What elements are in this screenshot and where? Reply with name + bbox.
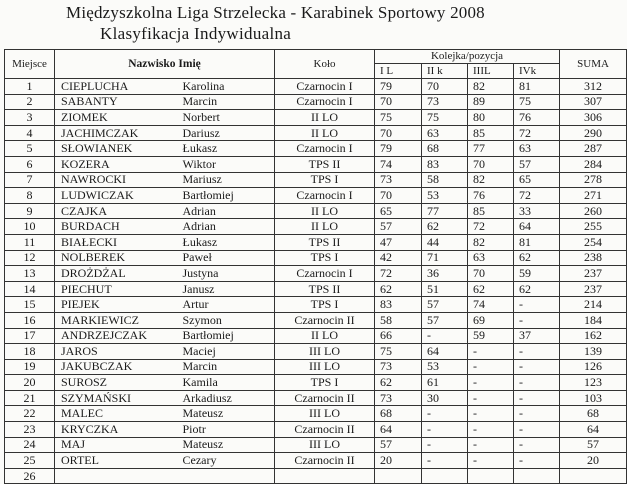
table-row [5,406,627,422]
cell-round-3: 76 [468,188,514,204]
cell-club: Czarnocin I [275,141,375,157]
cell-surname: CIEPLUCHA [55,79,165,95]
cell-club: Czarnocin I [275,266,375,282]
cell-round-2: 58 [422,172,468,188]
cell-round-3: 80 [468,110,514,126]
document-title: Międzyszkolna Liga Strzelecka - Karabinek Sportowy 2008 [66,3,485,22]
cell-club: III LO [275,437,375,453]
cell-round-1: 64 [375,422,422,438]
cell-first-name: Cezary [165,453,275,469]
cell-club: II LO [275,219,375,235]
cell-first-name: Kamila [165,375,275,391]
cell-club: Czarnocin I [275,188,375,204]
cell-first-name: Norbert [165,110,275,126]
table-row [5,344,627,360]
cell-club: III LO [275,359,375,375]
cell-first-name: Arkadiusz [165,390,275,406]
cell-club: Czarnocin II [275,312,375,328]
cell-round-1: 57 [375,219,422,235]
cell-first-name: Janusz [165,281,275,297]
table-row [5,94,627,110]
cell-surname: SZYMAŃSKI [55,390,165,406]
cell-round-3: 70 [468,266,514,282]
cell-place: 24 [5,437,55,453]
cell-sum: 123 [560,375,627,391]
cell-round-4: - [514,297,560,313]
cell-place: 8 [5,188,55,204]
cell-sum: 287 [560,141,627,157]
cell-first-name: Mariusz [165,172,275,188]
cell-place: 25 [5,453,55,469]
cell-sum: 255 [560,219,627,235]
cell-round-1: 73 [375,390,422,406]
cell-round-2: 57 [422,297,468,313]
table-row [5,250,627,266]
header-rounds: Kolejka/pozycja [375,50,560,64]
table-row [5,390,627,406]
table-row [5,297,627,313]
cell-round-3: - [468,422,514,438]
cell-sum: 103 [560,390,627,406]
cell-round-2: 83 [422,156,468,172]
table-row [5,188,627,204]
cell-place: 1 [5,79,55,95]
header-round-1: I L [375,64,422,79]
cell-round-1: 57 [375,437,422,453]
cell-round-4: 37 [514,328,560,344]
cell-round-1: 20 [375,453,422,469]
header-name: Nazwisko Imię [55,50,275,79]
cell-surname: ORTEL [55,453,165,469]
cell-round-1: 70 [375,94,422,110]
cell-surname: MARKIEWICZ [55,312,165,328]
cell-surname: PIECHUT [55,281,165,297]
cell-surname: JACHIMCZAK [55,125,165,141]
cell-round-2: 57 [422,312,468,328]
cell-round-4: - [514,422,560,438]
cell-club: TPS I [275,375,375,391]
cell-round-4: - [514,453,560,469]
cell-round-1: 79 [375,79,422,95]
cell-club: III LO [275,344,375,360]
cell-round-3: - [468,437,514,453]
table-row [5,453,627,469]
cell-club: III LO [275,406,375,422]
cell-round-3: 77 [468,141,514,157]
cell-round-4: 59 [514,266,560,282]
table-row [5,312,627,328]
cell-round-4: - [514,375,560,391]
cell-club: Czarnocin I [275,94,375,110]
cell-sum: 254 [560,234,627,250]
cell-round-1: 73 [375,172,422,188]
cell-round-1: 73 [375,359,422,375]
cell-place: 5 [5,141,55,157]
cell-round-4: 76 [514,110,560,126]
cell-place: 9 [5,203,55,219]
cell-round-2: 73 [422,94,468,110]
cell-sum: 307 [560,94,627,110]
cell-first-name: Dariusz [165,125,275,141]
cell-sum: 126 [560,359,627,375]
cell-club: II LO [275,125,375,141]
cell-first-name: Piotr [165,422,275,438]
table-row [5,79,627,95]
cell-round-1: 79 [375,141,422,157]
cell-round-1: 75 [375,110,422,126]
cell-first-name: Adrian [165,219,275,235]
cell-round-4: - [514,406,560,422]
cell-round-1: 58 [375,312,422,328]
cell-round-3: - [468,390,514,406]
cell-surname: ANDRZEJCZAK [55,328,165,344]
cell-club: TPS II [275,281,375,297]
cell-round-2: 44 [422,234,468,250]
cell-sum: 260 [560,203,627,219]
table-row [5,266,627,282]
cell-first-name: Mateusz [165,406,275,422]
cell-sum: 68 [560,406,627,422]
cell-round-1: 83 [375,297,422,313]
cell-round-4: - [514,312,560,328]
cell-round-1: 66 [375,328,422,344]
cell-round-3: 89 [468,94,514,110]
cell-round-2: - [422,406,468,422]
cell-surname: KOZERA [55,156,165,172]
cell-first-name: Paweł [165,250,275,266]
cell-round-2: 64 [422,344,468,360]
cell-first-name: Mateusz [165,437,275,453]
cell-round-4: 75 [514,94,560,110]
cell-place: 6 [5,156,55,172]
cell-round-4: 57 [514,156,560,172]
cell-sum: 278 [560,172,627,188]
cell-first-name: Łukasz [165,234,275,250]
cell-round-2: 61 [422,375,468,391]
cell-round-2: 30 [422,390,468,406]
cell-round-3: 82 [468,172,514,188]
cell-first-name: Wiktor [165,156,275,172]
table-row [5,110,627,126]
cell-first-name: Bartłomiej [165,328,275,344]
cell-place: 12 [5,250,55,266]
cell-round-2: 77 [422,203,468,219]
cell-club: Czarnocin II [275,390,375,406]
cell-round-2: - [422,453,468,469]
cell-first-name: Bartłomiej [165,188,275,204]
document-subtitle: Klasyfikacja Indywidualna [100,24,292,43]
cell-place: 13 [5,266,55,282]
cell-surname: JAROS [55,344,165,360]
cell-round-4: 63 [514,141,560,157]
cell-place: 23 [5,422,55,438]
cell-sum: 139 [560,344,627,360]
cell-surname: SŁOWIANEK [55,141,165,157]
header-round-2: II k [422,64,468,79]
cell-round-1: 75 [375,344,422,360]
table-row [5,375,627,391]
cell-round-1: 68 [375,406,422,422]
cell-round-4: 33 [514,203,560,219]
cell-club: II LO [275,110,375,126]
cell-round-3: - [468,375,514,391]
cell-sum: 312 [560,79,627,95]
table-row [5,422,627,438]
cell-round-3: 59 [468,328,514,344]
cell-round-4: 72 [514,188,560,204]
header-round-3: IIIL [468,64,514,79]
cell-place: 19 [5,359,55,375]
table-row [5,156,627,172]
cell-round-1: 70 [375,188,422,204]
cell-round-3: 82 [468,79,514,95]
cell-club: II LO [275,203,375,219]
cell-round-1: 65 [375,203,422,219]
cell-round-1: 72 [375,266,422,282]
cell-round-4: 62 [514,281,560,297]
cell-place: 20 [5,375,55,391]
cell-place: 26 [5,468,55,484]
cell-round-3: 70 [468,156,514,172]
cell-sum: 238 [560,250,627,266]
ranking-rows [5,79,627,484]
table-row [5,141,627,157]
cell-round-4: 72 [514,125,560,141]
cell-round-4: - [514,344,560,360]
cell-round-4: 64 [514,219,560,235]
table-row [5,437,627,453]
cell-club: TPS II [275,156,375,172]
cell-first-name: Maciej [165,344,275,360]
cell-surname: MAJ [55,437,165,453]
cell-surname: NAWROCKI [55,172,165,188]
cell-sum: 284 [560,156,627,172]
cell-place: 10 [5,219,55,235]
header-sum: SUMA [560,50,627,79]
cell-round-3: - [468,344,514,360]
cell-surname: SABANTY [55,94,165,110]
cell-round-3: 63 [468,250,514,266]
cell-surname: JAKUBCZAK [55,359,165,375]
cell-club: II LO [275,328,375,344]
cell-sum: 237 [560,266,627,282]
cell-surname: CZAJKA [55,203,165,219]
cell-club: TPS I [275,250,375,266]
table-row [5,359,627,375]
cell-round-4: 81 [514,234,560,250]
cell-place: 21 [5,390,55,406]
cell-round-3: 82 [468,234,514,250]
cell-surname: PIEJEK [55,297,165,313]
cell-sum: 306 [560,110,627,126]
cell-round-4: - [514,390,560,406]
cell-round-1: 62 [375,281,422,297]
cell-round-3: 69 [468,312,514,328]
table-row [5,281,627,297]
cell-round-1: 47 [375,234,422,250]
cell-place: 3 [5,110,55,126]
cell-surname: MALEC [55,406,165,422]
cell-place: 7 [5,172,55,188]
cell-place: 17 [5,328,55,344]
cell-place: 15 [5,297,55,313]
cell-round-1: 42 [375,250,422,266]
cell-sum: 57 [560,437,627,453]
cell-round-3: - [468,406,514,422]
cell-round-2: 53 [422,359,468,375]
cell-round-3: 72 [468,219,514,235]
cell-round-2: 75 [422,110,468,126]
header-place: Miejsce [5,50,55,79]
table-row [5,125,627,141]
cell-place: 11 [5,234,55,250]
cell-round-4: 62 [514,250,560,266]
cell-sum: 64 [560,422,627,438]
header-club: Koło [275,50,375,79]
cell-round-2: - [422,422,468,438]
table-row [5,172,627,188]
cell-sum: 214 [560,297,627,313]
ranking-table [4,49,627,484]
cell-surname: KRYCZKA [55,422,165,438]
cell-round-2: 51 [422,281,468,297]
cell-round-3: - [468,359,514,375]
cell-place: 14 [5,281,55,297]
cell-round-2: 62 [422,219,468,235]
cell-round-4: 81 [514,79,560,95]
cell-round-1: 74 [375,156,422,172]
cell-round-3: 85 [468,125,514,141]
cell-club: Czarnocin II [275,422,375,438]
cell-round-1: 62 [375,375,422,391]
cell-round-2: 71 [422,250,468,266]
header-round-4: IVk [514,64,560,79]
cell-first-name: Łukasz [165,141,275,157]
cell-sum: 20 [560,453,627,469]
cell-round-1: 70 [375,125,422,141]
cell-club: TPS I [275,172,375,188]
table-row [5,328,627,344]
cell-round-2: 68 [422,141,468,157]
cell-club: TPS I [275,297,375,313]
cell-round-4: 65 [514,172,560,188]
cell-sum: 290 [560,125,627,141]
cell-round-2: - [422,437,468,453]
cell-first-name: Szymon [165,312,275,328]
cell-surname: NOLBEREK [55,250,165,266]
cell-first-name: Marcin [165,359,275,375]
cell-sum: 184 [560,312,627,328]
cell-sum: 237 [560,281,627,297]
cell-round-4: - [514,359,560,375]
cell-first-name: Adrian [165,203,275,219]
cell-place: 22 [5,406,55,422]
cell-sum: 271 [560,188,627,204]
cell-first-name: Justyna [165,266,275,282]
cell-surname: LUDWICZAK [55,188,165,204]
cell-round-2: 70 [422,79,468,95]
cell-round-3: 74 [468,297,514,313]
cell-place: 18 [5,344,55,360]
table-row [5,219,627,235]
cell-place: 4 [5,125,55,141]
cell-club: Czarnocin II [275,453,375,469]
cell-round-4: - [514,437,560,453]
cell-club: Czarnocin I [275,79,375,95]
cell-surname: BIAŁECKI [55,234,165,250]
cell-round-3: - [468,453,514,469]
cell-round-2: 63 [422,125,468,141]
cell-club: TPS II [275,234,375,250]
cell-first-name: Artur [165,297,275,313]
cell-surname: SUROSZ [55,375,165,391]
cell-sum: 162 [560,328,627,344]
cell-round-3: 85 [468,203,514,219]
cell-first-name: Marcin [165,94,275,110]
table-row [5,234,627,250]
cell-round-2: - [422,328,468,344]
cell-round-2: 36 [422,266,468,282]
cell-round-2: 53 [422,188,468,204]
cell-surname: ZIOMEK [55,110,165,126]
cell-round-3: 62 [468,281,514,297]
cell-surname: DROŻDŻAL [55,266,165,282]
cell-place: 16 [5,312,55,328]
table-row [5,203,627,219]
cell-surname: BURDACH [55,219,165,235]
cell-first-name: Karolina [165,79,275,95]
cell-place: 2 [5,94,55,110]
